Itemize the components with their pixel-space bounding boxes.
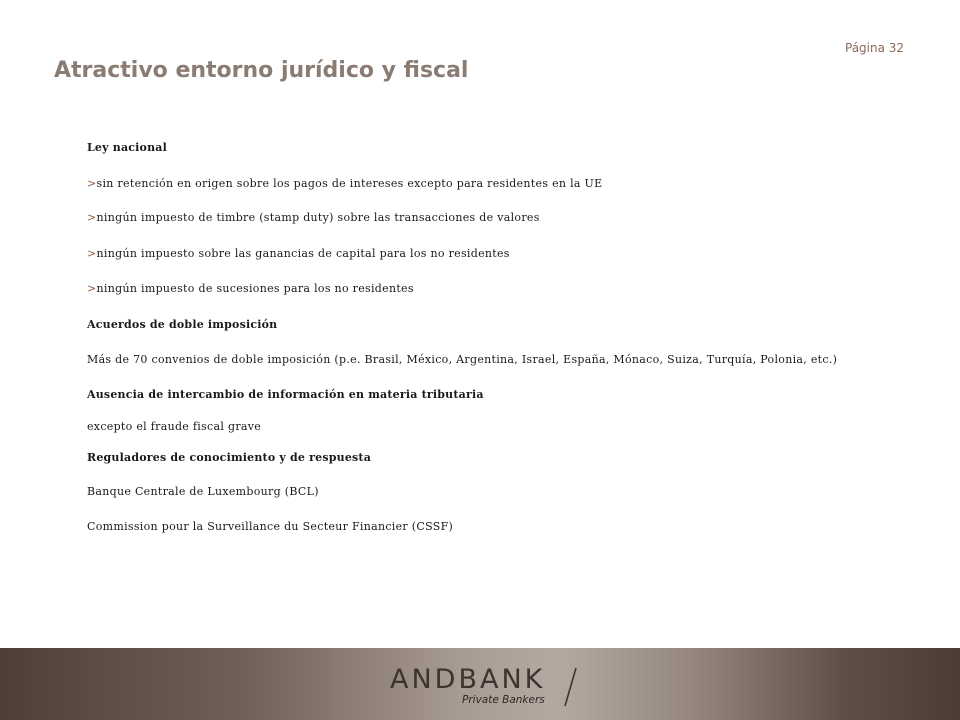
list-item — [87, 247, 510, 261]
brand-logo-text: ANDBANK — [390, 664, 546, 695]
arrow-marker-icon: > — [87, 211, 97, 224]
list-item-text: ningún impuesto sobre las ganancias de capital para los no residentes — [96, 247, 510, 260]
list-item-text: excepto el fraude fiscal grave — [87, 420, 262, 433]
section-heading: Ausencia de intercambio de información en materia tributaria — [87, 388, 484, 401]
list-item — [87, 211, 540, 225]
arrow-marker-icon: > — [87, 247, 97, 260]
list-item-text: Más de 70 convenios de doble imposición (p.e. Brasil, México, Argentina, Israel, España, Mónaco, Suiza, Turquía, Polonia, etc.) — [87, 353, 838, 366]
section-heading: Reguladores de conocimiento y de respuesta — [87, 451, 372, 464]
section-heading: Acuerdos de doble imposición — [87, 318, 278, 331]
list-item-text: ningún impuesto de timbre (stamp duty) sobre las transacciones de valores — [96, 211, 540, 224]
brand-tagline: Private Bankers — [462, 694, 545, 706]
arrow-marker-icon: > — [87, 177, 97, 190]
list-item-text: ningún impuesto de sucesiones para los no residentes — [96, 282, 414, 295]
list-item-text: Commission pour la Surveillance du Secteur Financier (CSSF) — [87, 520, 454, 533]
arrow-marker-icon: > — [87, 282, 97, 295]
list-item-text: sin retención en origen sobre los pagos de intereses excepto para residentes en la UE — [96, 177, 603, 190]
section-heading: Ley nacional — [87, 141, 167, 154]
list-item — [87, 177, 602, 191]
list-item — [87, 282, 414, 296]
list-item-text: Banque Centrale de Luxembourg (BCL) — [87, 485, 319, 498]
slash-mark-icon — [560, 666, 580, 708]
slide-title: Atractivo entorno jurídico y fiscal — [54, 58, 469, 83]
page-number: Página 32 — [845, 41, 905, 55]
